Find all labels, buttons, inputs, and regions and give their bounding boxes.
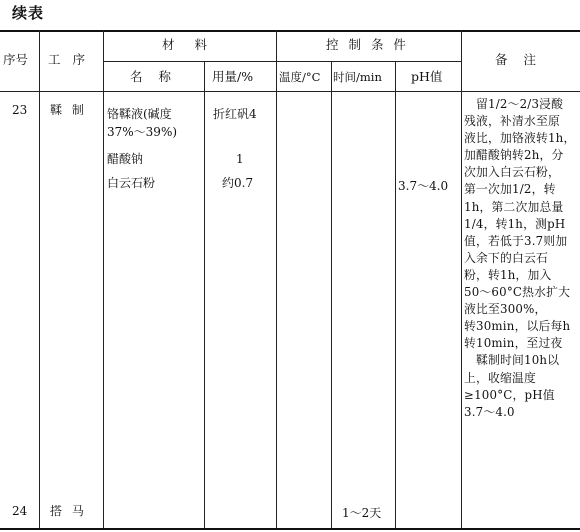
- header-amount: 用量/%: [212, 69, 254, 84]
- remark-line: 1h，第二次加总量: [464, 199, 564, 214]
- material-name: 铬鞣液(碱度: [107, 107, 172, 121]
- header-temp: 温度/°C: [279, 70, 321, 84]
- remark-line: 转10min，至过夜: [464, 336, 563, 351]
- col-divider: [204, 61, 205, 528]
- row-24-no: 24: [12, 504, 28, 518]
- row-24-process: 搭 马: [50, 504, 87, 518]
- remark-line: 50～60°C热水扩大: [464, 285, 571, 300]
- material-name: 37%～39%): [107, 125, 178, 139]
- row-23-ph: 3.7～4.0: [398, 179, 449, 193]
- material-amount: 1: [236, 152, 244, 166]
- material-name: 醋酸钠: [107, 152, 144, 166]
- material-amount: 约0.7: [222, 176, 254, 190]
- col-divider: [39, 30, 40, 528]
- header-remarks: 备 注: [495, 52, 542, 67]
- header-control: 控 制 条 件: [326, 37, 409, 52]
- remark-line: 液比至300%，: [464, 302, 547, 317]
- remark-line: 粉，转1h，加入: [464, 267, 552, 282]
- remark-line: 次加入白云石粉，: [464, 165, 560, 180]
- table-caption: 续表: [12, 4, 45, 22]
- remark-line: 残液，补清水至原: [464, 114, 560, 129]
- col-divider: [461, 30, 462, 528]
- remark-line: 留1/2～2/3浸酸: [476, 97, 564, 111]
- header-bottom-border: [0, 91, 580, 92]
- header-process: 工 序: [48, 52, 89, 67]
- row-23-no: 23: [12, 103, 28, 117]
- remark-line: 3.7～4.0: [464, 404, 515, 419]
- remark-line: 值，若低于3.7则加: [464, 233, 568, 248]
- row-23-process: 鞣 制: [50, 103, 87, 117]
- remark-line: 转30min，以后每h: [464, 319, 571, 334]
- remark-line: 上，收缩温度: [464, 370, 536, 385]
- remark-line: 1/4，转1h，测pH: [464, 216, 566, 231]
- header-ph: pH值: [411, 69, 443, 84]
- material-name: 白云石粉: [107, 176, 156, 190]
- header-divider: [103, 61, 461, 62]
- remark-line: 第一次加1/2，转: [464, 182, 556, 197]
- col-divider: [395, 61, 396, 528]
- col-divider: [331, 61, 332, 528]
- remark-line: 鞣制时间10h以: [476, 353, 560, 368]
- col-divider: [276, 30, 277, 528]
- row-24-time: 1～2天: [342, 506, 382, 520]
- remark-line: 液比，加铬液转1h，: [464, 131, 576, 146]
- header-seq: 序号: [3, 52, 29, 67]
- table-bottom-border: [0, 528, 580, 530]
- row-23-remarks: [464, 96, 574, 421]
- material-amount: 折红矾4: [213, 107, 257, 121]
- table-top-border: [0, 30, 580, 32]
- header-materials: 材 料: [162, 37, 215, 52]
- header-name: 名 称: [130, 69, 177, 84]
- remark-line: 加醋酸钠转2h，分: [464, 148, 564, 163]
- header-time: 时间/min: [333, 70, 382, 84]
- remark-line: 入余下的白云石: [464, 250, 548, 265]
- remark-line: ≥100°C，pH值: [464, 387, 555, 402]
- col-divider: [103, 30, 104, 528]
